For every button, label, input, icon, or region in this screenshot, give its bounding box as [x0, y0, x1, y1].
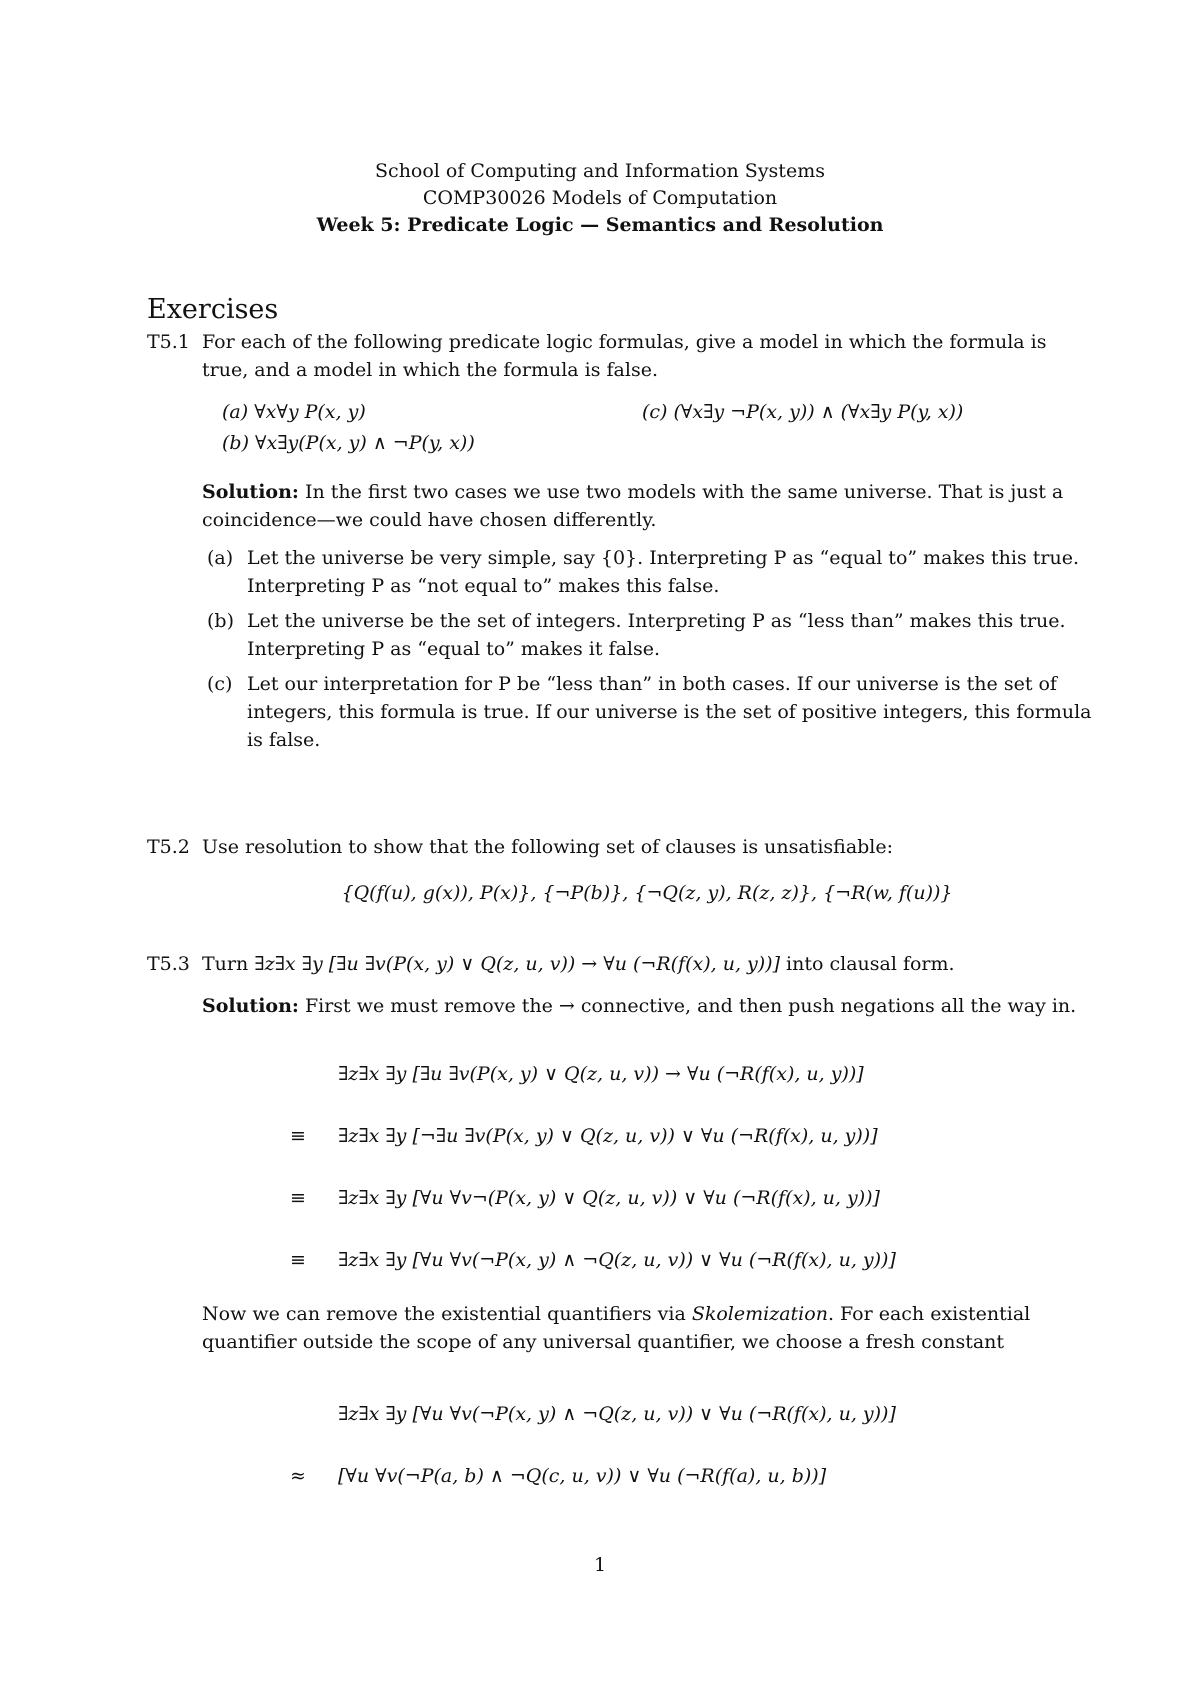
turn-text: Turn	[202, 953, 255, 975]
solution-intro: First we must remove the → connective, and then push negations all the way in.	[298, 995, 1077, 1017]
equivalence-op: ≡	[290, 1125, 306, 1147]
derivation-step	[290, 1400, 990, 1462]
page-number: 1	[593, 1554, 607, 1576]
item-label: (a)	[207, 547, 234, 569]
list-item	[202, 544, 1092, 600]
skolem-text: . For each existential quantifier outside the scope of any universal quantifier, we choose a fresh constant	[202, 1303, 1031, 1353]
derivation-expr: ∃z∃x ∃y [¬∃u ∃v(P(x, y) ∨ Q(z, u, v)) ∨ ∀u (¬R(f(x), u, y))]	[338, 1125, 878, 1147]
exercise-t5-3	[147, 950, 1092, 1020]
solution-intro: In the first two cases we use two models with the same universe. That is just a coincidence—we could have chosen differently.	[202, 481, 1064, 531]
derivation-expr: ∃z∃x ∃y [∃u ∃v(P(x, y) ∨ Q(z, u, v)) → ∀u (¬R(f(x), u, y))]	[338, 1063, 864, 1085]
item-label: (c)	[207, 673, 233, 695]
formula-a: (a) ∀x∀y P(x, y)	[222, 401, 366, 423]
derivation-expr: ∃z∃x ∃y [∀u ∀v(¬P(x, y) ∧ ¬Q(z, u, v)) ∨ ∀u (¬R(f(x), u, y))]	[338, 1403, 896, 1425]
solution-paragraph	[202, 992, 1092, 1020]
equivalence-op: ≡	[290, 1249, 306, 1271]
exercise-number: T5.2	[147, 836, 190, 858]
solution-list	[202, 544, 1092, 754]
derivation-step	[290, 1246, 990, 1308]
course-title: COMP30026 Models of Computation	[422, 187, 778, 209]
exercise-question	[202, 950, 1092, 978]
formula-c: (c) (∀x∃y ¬P(x, y)) ∧ (∀x∃y P(y, x))	[642, 401, 964, 423]
formula-list	[222, 398, 1092, 460]
clause-set: {Q(f(u), g(x)), P(x)}, {¬P(b)}, {¬Q(z, y), R(z, z)}, {¬R(w, f(u))}	[341, 882, 953, 904]
list-item	[202, 607, 1092, 663]
item-text: Let our interpretation for P be “less than” in both cases. If our universe is the set of integers, this formula is true. If our universe is the set of positive integers, this formula is false.	[247, 673, 1092, 751]
item-label: (b)	[207, 610, 234, 632]
section-heading-exercises: Exercises	[147, 294, 279, 325]
formula-b: (b) ∀x∃y(P(x, y) ∧ ¬P(y, x))	[222, 432, 475, 454]
skolem-derivation	[290, 1400, 990, 1524]
derivation-expr: ∃z∃x ∃y [∀u ∀v¬(P(x, y) ∨ Q(z, u, v)) ∨ ∀u (¬R(f(x), u, y))]	[338, 1187, 880, 1209]
school-name: School of Computing and Information Systems	[375, 160, 825, 182]
derivation-step	[290, 1122, 990, 1184]
derivation-step	[290, 1462, 990, 1524]
derivation-expr: [∀u ∀v(¬P(a, b) ∧ ¬Q(c, u, v)) ∨ ∀u (¬R(f(a), u, b))]	[338, 1465, 827, 1487]
exercise-t5-1	[147, 328, 1092, 761]
exercise-t5-2	[147, 833, 1092, 917]
week-title: Week 5: Predicate Logic — Semantics and Resolution	[316, 214, 884, 236]
skolem-text: Now we can remove the existential quantifiers via	[202, 1303, 692, 1325]
list-item	[202, 670, 1092, 754]
exercise-question: For each of the following predicate logic formulas, give a model in which the formula is true, and a model in which the formula is false.	[202, 331, 1047, 381]
exercise-number: T5.3	[147, 953, 190, 975]
item-text: Let the universe be very simple, say {0}. Interpreting P as “equal to” makes this true. Interpreting P as “not equal to” makes this false.	[247, 547, 1080, 597]
exercise-question: Use resolution to show that the following set of clauses is unsatisfiable:	[202, 836, 894, 858]
equivalence-op: ≡	[290, 1187, 306, 1209]
solution-paragraph	[202, 478, 1092, 534]
derivation	[290, 1060, 990, 1308]
solution-label: Solution:	[202, 481, 299, 503]
derivation-expr: ∃z∃x ∃y [∀u ∀v(¬P(x, y) ∧ ¬Q(z, u, v)) ∨ ∀u (¬R(f(x), u, y))]	[338, 1249, 896, 1271]
into-text: into clausal form.	[780, 953, 955, 975]
item-text: Let the universe be the set of integers. Interpreting P as “less than” makes this true. Interpreting P as “equal to” makes it false.	[247, 610, 1066, 660]
t53-formula: ∃z∃x ∃y [∃u ∃v(P(x, y) ∨ Q(z, u, v)) → ∀u (¬R(f(x), u, y))]	[254, 953, 781, 975]
skolem-paragraph	[147, 1300, 1092, 1356]
derivation-step	[290, 1060, 990, 1122]
skolemization-term: Skolemization	[691, 1303, 828, 1325]
equisatisfiable-op: ≈	[290, 1465, 306, 1487]
exercise-number: T5.1	[147, 331, 190, 353]
document-header	[0, 158, 1200, 239]
derivation-step	[290, 1184, 990, 1246]
solution-label: Solution:	[202, 995, 299, 1017]
